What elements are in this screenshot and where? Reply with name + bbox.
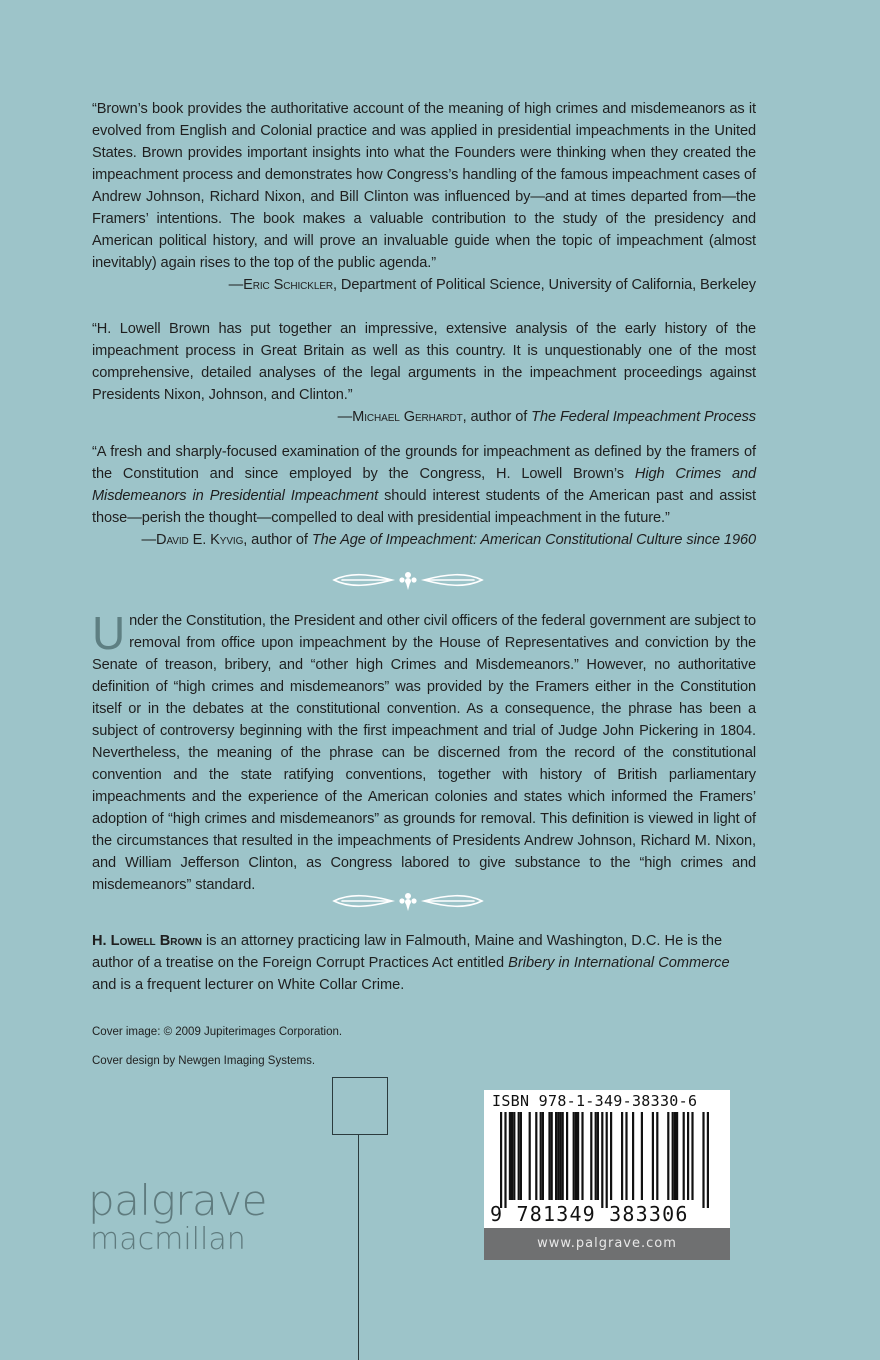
review-3-book-title: The Age of Impeachment: American Constitutional Culture since 1960: [311, 532, 756, 548]
barcode-bar: [548, 1112, 550, 1200]
barcode-bar: [641, 1112, 643, 1200]
isbn-label: ISBN 978-1-349-38330-6: [492, 1092, 698, 1110]
barcode-bar: [573, 1112, 575, 1200]
decorative-line: [358, 1134, 359, 1360]
review-1-attribution: [92, 274, 756, 296]
barcode-bar: [625, 1112, 627, 1200]
review-3-text-a: “A fresh and sharply-focused examination of the grounds for impeachment as defined by the framers of the Constitution and since employed by the Congress, H. Lowell Brown’s: [92, 444, 756, 482]
book-description: [92, 607, 756, 896]
description-text: nder the Constitution, the President and other civil officers of the federal government are subject to removal from office upon impeachment by the House of Representatives and conviction by the Senate of treason, bribery, and “other high Crimes and Misdemeanors.” However, no authoritative definition of “high crimes and misdemeanors” was provided by the Framers either in the Constitution itself or in the debates at the constitutional convention. As a consequence, the phrase has been a subject of controversy beginning with the first impeachment and trial of Judge John Pickering in 1804. Nevertheless, the meaning of the phrase can be discerned from the record of the constitutional convention and the state ratifying conventions, together with history of British parliamentary impeachments and the experience of the American colonies and states which informed the Framers’ adoption of “high crimes and misdemeanors” as grounds for removal. This definition is viewed in light of the circumstances that resulted in the impeachments of Presidents Andrew Johnson, Richard M. Nixon, and William Jefferson Clinton, as Congress labored to give substance to the “high crimes and misdemeanors” standard.: [92, 613, 756, 893]
barcode-bar: [511, 1112, 513, 1200]
logo-macmillan: macmillan: [90, 1222, 246, 1257]
review-2: [92, 318, 756, 428]
review-3-text: [92, 441, 756, 529]
barcode-bar: [597, 1112, 599, 1200]
bio-book-title: Bribery in International Commerce: [508, 955, 730, 971]
review-3-text-b: should interest students of the American past and assist those—perish the thought—compelled to deal with presidential impeachment in the future.”: [92, 488, 756, 526]
logo-palgrave: palgrave: [88, 1176, 267, 1225]
ornament-divider-icon: [330, 889, 486, 913]
review-2-book-title: The Federal Impeachment Process: [531, 409, 756, 425]
barcode-bar: [535, 1112, 537, 1200]
review-1-text: “Brown’s book provides the authoritative account of the meaning of high crimes and misdemeanors as it evolved from English and Colonial practice and was applied in presidential impeachments in the United States. Brown provides important insights into what the Founders were thinking when they created the impeachment process and demonstrates how Congress’s handling of the famous impeachment cases of Andrew Johnson, Richard Nixon, and Bill Clinton was influenced by—and at times departed from—the Framers’ intentions. The book makes a valuable contribution to the study of the presidency and American political history, and will prove an invaluable guide when the topic of impeachment (almost inevitably) again rises to the top of the public agenda.”: [92, 101, 756, 271]
barcode-bar: [562, 1112, 564, 1200]
barcode-bar: [672, 1112, 674, 1200]
barcode-block: [484, 1090, 730, 1260]
review-1-affiliation: , Department of Political Science, University of California, Berkeley: [333, 277, 756, 293]
barcode-bar: [566, 1112, 568, 1200]
publisher-url: www.palgrave.com: [484, 1228, 730, 1260]
review-2-affiliation: , author of: [462, 409, 532, 425]
barcode-bar: [509, 1112, 511, 1200]
author-name: H. Lowell Brown: [92, 933, 202, 949]
review-3: [92, 441, 756, 551]
review-1: [92, 98, 756, 296]
barcode-bar: [551, 1112, 553, 1200]
barcode-bar: [601, 1112, 603, 1208]
barcode-bar: [518, 1112, 520, 1200]
barcode-bar: [577, 1112, 579, 1200]
barcode-bar: [610, 1112, 612, 1200]
review-3-book-title-inline: High Crimes and Misdemeanors in Presidential Impeachment: [92, 466, 757, 504]
review-3-name: David E. Kyvig: [156, 532, 244, 548]
barcode-bar: [674, 1112, 676, 1200]
review-2-dash: —: [337, 409, 353, 425]
barcode-bars: [484, 1112, 730, 1208]
barcode-bar: [621, 1112, 623, 1200]
review-3-affiliation: , author of: [243, 532, 312, 548]
ornament-divider-icon: [330, 568, 486, 592]
barcode-bar: [707, 1112, 709, 1208]
barcode-bar: [683, 1112, 685, 1200]
barcode-bar: [590, 1112, 592, 1200]
barcode-bar: [559, 1112, 561, 1200]
barcode-digits: 9 781349 383306: [490, 1202, 689, 1226]
barcode-bar: [520, 1112, 522, 1200]
review-2-name: Michael Gerhardt: [352, 409, 463, 425]
decorative-square: [332, 1077, 388, 1135]
publisher-logo: [88, 1176, 267, 1258]
barcode-bar: [702, 1112, 704, 1208]
cover-design-credit: Cover design by Newgen Imaging Systems.: [92, 1055, 316, 1067]
barcode-bar: [676, 1112, 678, 1200]
barcode-bar: [529, 1112, 531, 1200]
barcode-bar: [557, 1112, 559, 1200]
drop-cap: U: [92, 607, 126, 659]
review-3-dash: —: [141, 532, 156, 548]
barcode-bar: [555, 1112, 557, 1200]
author-bio: [92, 930, 756, 996]
bio-text-a: is an attorney practicing law in Falmouth, Maine and Washington, D.C. He is the author of a treatise on the Foreign Corrupt Practices Act entitled: [92, 933, 723, 971]
cover-image-credit: Cover image: © 2009 Jupiterimages Corporation.: [92, 1026, 343, 1038]
barcode-bar: [542, 1112, 544, 1200]
barcode-bar: [656, 1112, 658, 1200]
barcode-bar: [691, 1112, 693, 1200]
barcode-bar: [606, 1112, 608, 1208]
review-2-text: “H. Lowell Brown has put together an impressive, extensive analysis of the early history of the impeachment process in Great Britain as well as this country. It is unquestionably one of the most comprehensive, detailed analyses of the legal arguments in the impeachment proceedings against Presidents Nixon, Johnson, and Clinton.”: [92, 321, 756, 403]
review-3-attribution: [92, 529, 756, 551]
barcode-bar: [595, 1112, 597, 1200]
barcode-bar: [632, 1112, 634, 1200]
barcode-bar: [581, 1112, 583, 1200]
barcode-bar: [540, 1112, 542, 1200]
barcode-bar: [667, 1112, 669, 1200]
barcode-bar: [652, 1112, 654, 1200]
barcode-bar: [687, 1112, 689, 1200]
barcode-bar: [575, 1112, 577, 1200]
barcode-bar: [504, 1112, 506, 1208]
review-1-name: Eric Schickler: [243, 277, 334, 293]
review-1-dash: —: [228, 277, 244, 293]
barcode-bar: [513, 1112, 515, 1200]
review-2-attribution: [92, 406, 756, 428]
bio-text-b: and is a frequent lecturer on White Collar Crime.: [92, 977, 405, 993]
barcode-bar: [500, 1112, 502, 1208]
